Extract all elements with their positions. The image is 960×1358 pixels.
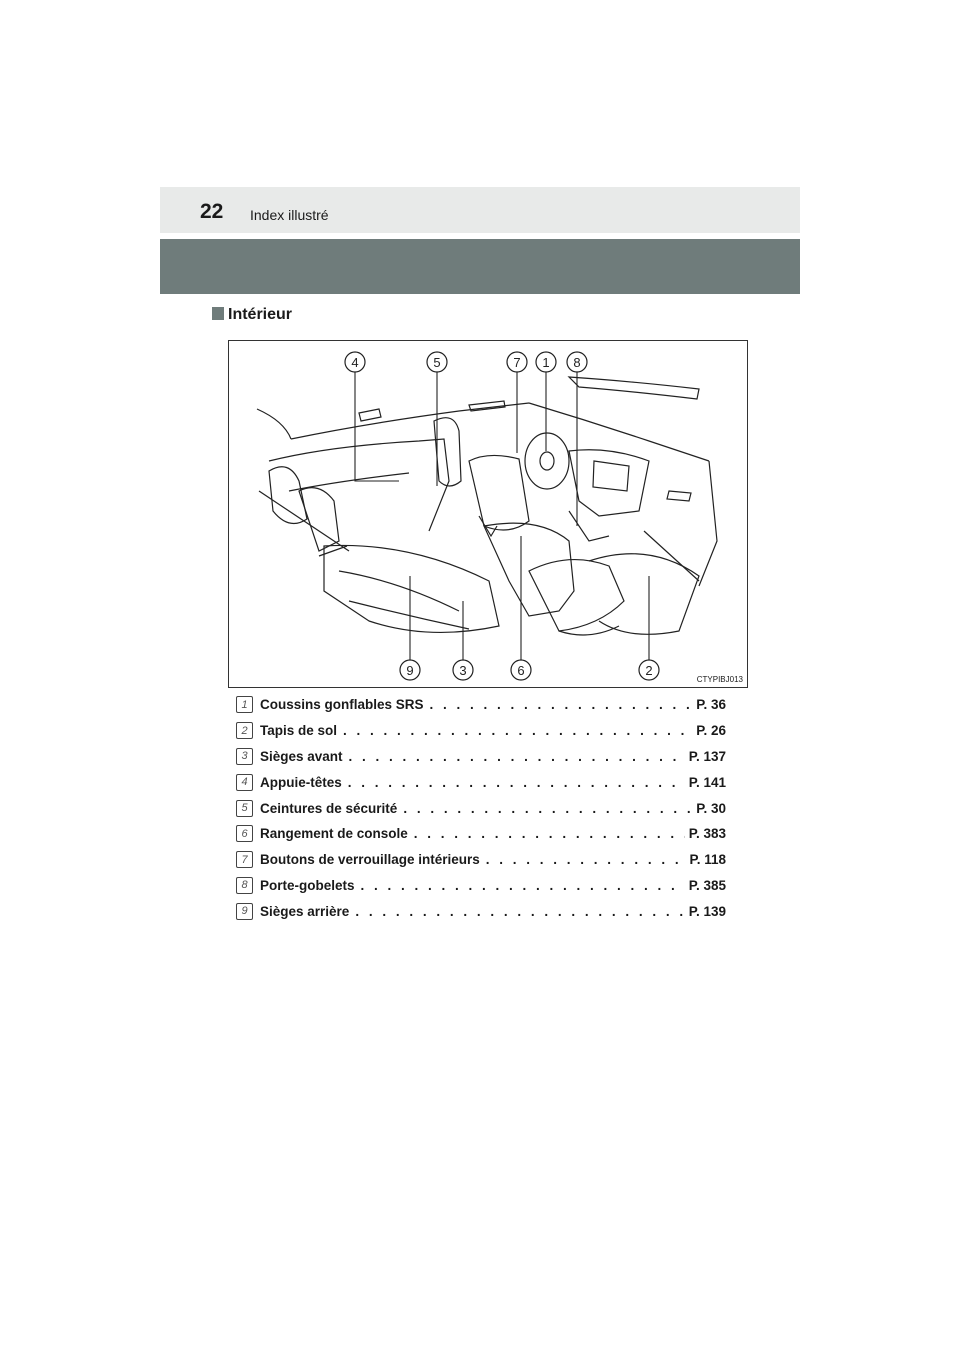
item-page-ref[interactable]: P. 383 (688, 826, 726, 842)
index-list (236, 692, 726, 924)
item-number-badge: 1 (236, 696, 253, 713)
callout-5: 5 (433, 355, 441, 370)
item-number-badge: 9 (236, 903, 253, 920)
car-interior-drawing (229, 341, 747, 687)
item-page-ref[interactable]: P. 36 (696, 697, 726, 713)
leader-dots (349, 749, 685, 764)
callout-8: 8 (573, 355, 581, 370)
section-title: Intérieur (228, 306, 293, 323)
header-title: Index illustré (250, 207, 329, 223)
leader-dots (430, 697, 693, 712)
callout-1: 1 (542, 355, 550, 370)
section-marker-icon (212, 307, 224, 320)
leader-dots (414, 826, 685, 841)
list-item (236, 847, 726, 873)
item-page-ref[interactable]: P. 137 (688, 748, 726, 764)
item-number-badge: 3 (236, 748, 253, 765)
item-page-ref[interactable]: P. 118 (689, 852, 726, 868)
list-item (236, 692, 726, 718)
list-item (236, 769, 726, 795)
list-item (236, 898, 726, 924)
item-label: Ceintures de sécurité (260, 800, 398, 816)
item-page-ref[interactable]: P. 141 (688, 774, 726, 790)
item-page-ref[interactable]: P. 26 (696, 723, 726, 739)
callout-9: 9 (406, 663, 414, 678)
item-label: Appuie-têtes (260, 774, 342, 790)
callout-3: 3 (459, 663, 467, 678)
item-number-badge: 2 (236, 722, 253, 739)
item-page-ref[interactable]: P. 385 (688, 877, 726, 893)
item-page-ref[interactable]: P. 139 (688, 903, 726, 919)
callout-4: 4 (351, 355, 359, 370)
section-band (160, 239, 800, 294)
callout-6: 6 (517, 663, 525, 678)
item-label: Boutons de verrouillage intérieurs (260, 852, 480, 868)
list-item (236, 718, 726, 744)
item-label: Tapis de sol (260, 723, 338, 739)
page-number: 22 (200, 200, 224, 223)
figure-code: CTYPIBJ013 (696, 675, 743, 684)
item-number-badge: 6 (236, 825, 253, 842)
item-label: Porte-gobelets (260, 877, 355, 893)
item-page-ref[interactable]: P. 30 (696, 800, 726, 816)
list-item (236, 821, 726, 847)
leader-dots (348, 775, 685, 790)
leader-dots (486, 852, 686, 867)
list-item (236, 873, 726, 899)
callout-2: 2 (645, 663, 653, 678)
leader-dots (361, 878, 685, 893)
callout-7: 7 (513, 355, 521, 370)
list-item (236, 744, 726, 770)
item-number-badge: 5 (236, 800, 253, 817)
item-number-badge: 8 (236, 877, 253, 894)
item-label: Coussins gonflables SRS (260, 697, 424, 713)
leader-dots (403, 801, 692, 816)
item-number-badge: 7 (236, 851, 253, 868)
interior-illustration (228, 340, 748, 688)
list-item (236, 795, 726, 821)
item-label: Rangement de console (260, 826, 408, 842)
item-number-badge: 4 (236, 774, 253, 791)
item-label: Sièges avant (260, 748, 343, 764)
leader-dots (355, 904, 684, 919)
item-label: Sièges arrière (260, 903, 350, 919)
leader-dots (343, 723, 692, 738)
